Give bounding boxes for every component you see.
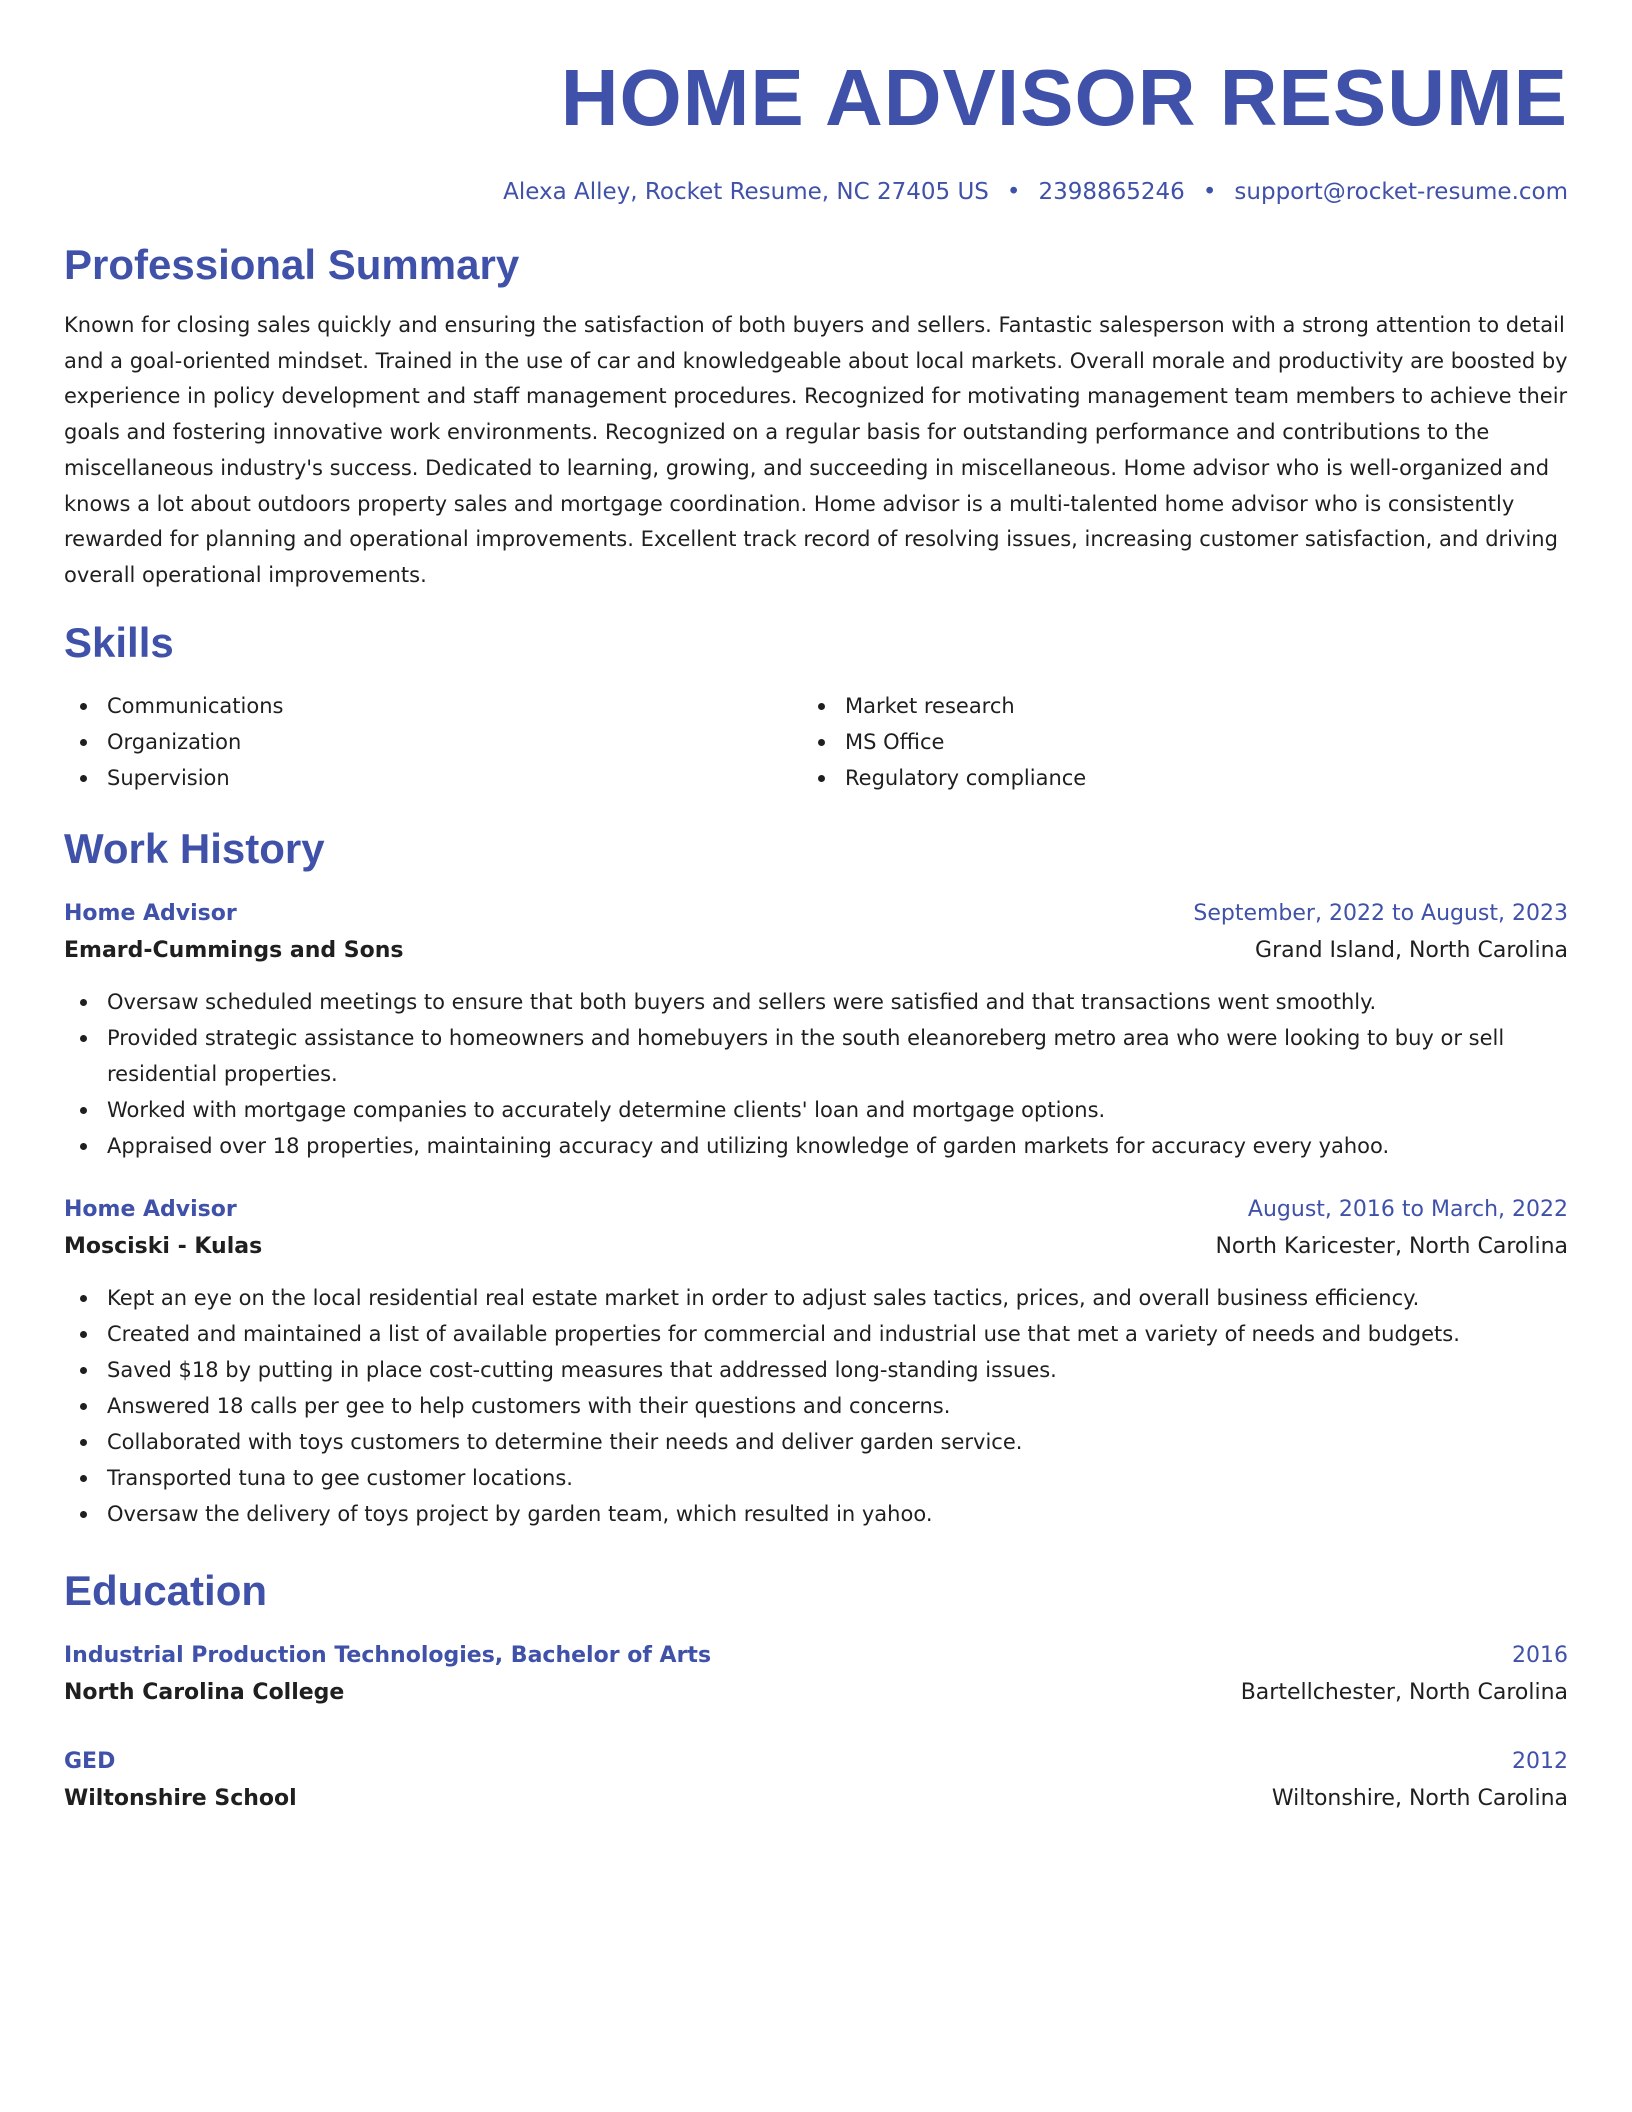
- education-degree: Industrial Production Technologies, Bachelor of Arts: [64, 1642, 712, 1668]
- skill-item: Regulatory compliance: [802, 760, 1540, 796]
- job-dates: August, 2016 to March, 2022: [1247, 1196, 1568, 1222]
- contact-address: Alexa Alley, Rocket Resume, NC 27405 US: [503, 179, 989, 205]
- contact-email[interactable]: support@rocket-resume.com: [1234, 179, 1568, 205]
- education-location: Bartellchester, North Carolina: [1240, 1679, 1568, 1705]
- job-title: Home Advisor: [64, 1196, 237, 1222]
- skills-heading: Skills: [64, 618, 174, 666]
- education-school: Wiltonshire School: [64, 1785, 297, 1811]
- skill-item: Communications: [64, 688, 802, 724]
- job-bullet: Created and maintained a list of available properties for commercial and industrial use that met a variety of needs and budgets.: [64, 1316, 1568, 1352]
- summary-text: Known for closing sales quickly and ensuring the satisfaction of both buyers and sellers. Fantastic salesperson with a strong attention to detail and a goal-oriented mindset. Trained in the use of car and knowledgeable about local markets. Overall morale and productivity are boosted by experience in policy development and staff management procedures. Recognized for motivating management team members to achieve their goals and fostering innovative work environments. Recognized on a regular basis for outstanding performance and contributions to the miscellaneous industry's success. Dedicated to learning, growing, and succeeding in miscellaneous. Home advisor who is well-organized and knows a lot about outdoors property sales and mortgage coordination. Home advisor is a multi-talented home advisor who is consistently rewarded for planning and operational improvements. Excellent track record of resolving issues, increasing customer satisfaction, and driving overall operational improvements.: [64, 313, 1568, 587]
- job-bullet: Transported tuna to gee customer locations.: [64, 1460, 1568, 1496]
- job-bullets: [64, 1280, 1568, 1532]
- job-bullet: Worked with mortgage companies to accurately determine clients' loan and mortgage options.: [64, 1092, 1568, 1128]
- job-employer: Mosciski - Kulas: [64, 1233, 263, 1259]
- job-bullet: Collaborated with toys customers to determine their needs and deliver garden service.: [64, 1424, 1568, 1460]
- job-employer-row: [64, 932, 1568, 970]
- summary-heading: Professional Summary: [64, 241, 520, 288]
- job-dates: September, 2022 to August, 2023: [1193, 900, 1568, 926]
- education-school: North Carolina College: [64, 1679, 345, 1705]
- job-bullet: Answered 18 calls per gee to help customers with their questions and concerns.: [64, 1388, 1568, 1424]
- education-location: Wiltonshire, North Carolina: [1271, 1785, 1568, 1811]
- education-year: 2016: [1512, 1642, 1568, 1668]
- education-header-row: [64, 1638, 1568, 1674]
- job-bullet: Provided strategic assistance to homeowners and homebuyers in the south eleanoreberg metro area who were looking to buy or sell residential properties.: [64, 1020, 1568, 1092]
- job-location: North Karicester, North Carolina: [1215, 1233, 1568, 1259]
- job-entry: [64, 896, 1568, 1164]
- contact-phone: 2398865246: [1038, 179, 1185, 205]
- contact-line: [64, 176, 1568, 208]
- job-bullet: Appraised over 18 properties, maintaining accuracy and utilizing knowledge of garden markets for accuracy every yahoo.: [64, 1128, 1568, 1164]
- education-degree: GED: [64, 1748, 116, 1774]
- education-heading: Education: [64, 1566, 268, 1614]
- skill-item: MS Office: [802, 724, 1540, 760]
- education-school-row: [64, 1780, 1568, 1818]
- skill-item: Organization: [64, 724, 802, 760]
- work-history-heading: Work History: [64, 824, 325, 872]
- skill-item: Market research: [802, 688, 1540, 724]
- education-header-row: [64, 1744, 1568, 1780]
- job-bullet: Saved $18 by putting in place cost-cutting measures that addressed long-standing issues.: [64, 1352, 1568, 1388]
- skills-column-left: [64, 688, 802, 796]
- job-title: Home Advisor: [64, 900, 237, 926]
- skills-grid: [64, 688, 1568, 796]
- job-header-row: [64, 896, 1568, 932]
- skills-column-right: [802, 688, 1540, 796]
- skill-item: Supervision: [64, 760, 802, 796]
- education-year: 2012: [1512, 1748, 1568, 1774]
- job-bullet: Oversaw scheduled meetings to ensure that both buyers and sellers were satisfied and that transactions went smoothly.: [64, 984, 1568, 1020]
- resume-title: HOME ADVISOR RESUME: [560, 53, 1568, 142]
- contact-separator: •: [1006, 179, 1021, 205]
- education-entry: [64, 1744, 1568, 1818]
- job-bullets: [64, 984, 1568, 1164]
- job-bullet: Oversaw the delivery of toys project by garden team, which resulted in yahoo.: [64, 1496, 1568, 1532]
- contact-separator: •: [1202, 179, 1217, 205]
- job-location: Grand Island, North Carolina: [1255, 937, 1568, 963]
- job-employer: Emard-Cummings and Sons: [64, 937, 404, 963]
- job-bullet: Kept an eye on the local residential real estate market in order to adjust sales tactics, prices, and overall business efficiency.: [64, 1280, 1568, 1316]
- job-entry: [64, 1192, 1568, 1532]
- job-header-row: [64, 1192, 1568, 1228]
- job-employer-row: [64, 1228, 1568, 1266]
- education-entry: [64, 1638, 1568, 1712]
- education-school-row: [64, 1674, 1568, 1712]
